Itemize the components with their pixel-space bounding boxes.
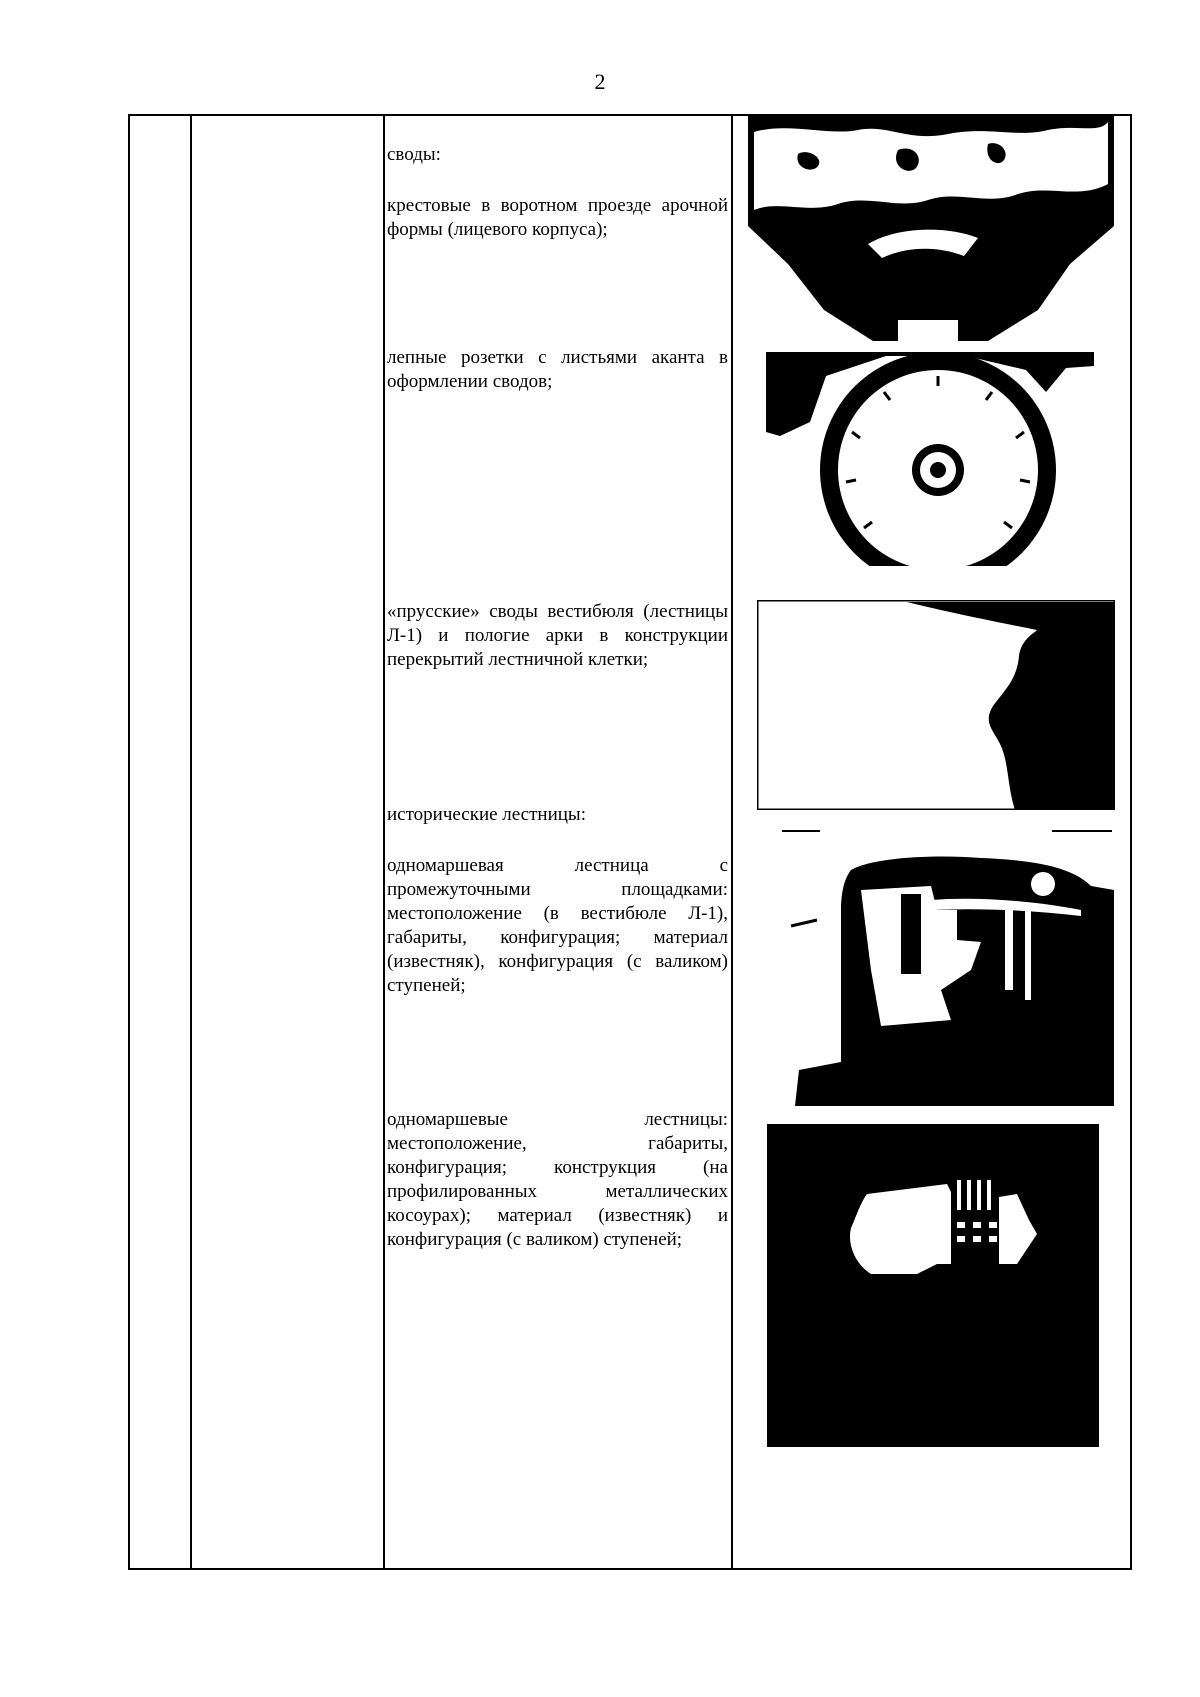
single-flight-staircases-photo xyxy=(767,1124,1099,1447)
entry-historic-stairs-heading: исторические лестницы: xyxy=(387,804,586,825)
entry-prussian-vaults: «прусские» своды вестибюля (лестницы Л-1) и пологие арки в конструкции перекрытий лестничной клетки; xyxy=(387,601,728,670)
entry-single-flight-stairs: одномаршевые лестницы: местоположение, габариты, конфигурация; конструкция (на профилированных металлических косоурах); материал (известняк) и конфигурация (с валиком) ступеней; xyxy=(387,1109,728,1250)
photo-divider-right xyxy=(1052,830,1112,832)
column-divider-2 xyxy=(383,114,385,1570)
cross-vault-photo xyxy=(748,114,1114,341)
column-divider-1 xyxy=(190,114,192,1570)
entry-acanthus-rosettes: лепные розетки с листьями аканта в оформлении сводов; xyxy=(387,347,728,392)
column-divider-3 xyxy=(731,114,733,1570)
page-number: 2 xyxy=(594,69,606,94)
prussian-vault-photo xyxy=(757,600,1115,810)
entry-vaults-heading: своды: xyxy=(387,144,441,165)
entry-single-flight-stair: одномаршевая лестница с промежуточными площадками: местоположение (в вестибюле Л-1), габариты, конфигурация; материал (известняк), конфигурация (с валиком) ступеней; xyxy=(387,855,728,996)
photo-divider-left xyxy=(782,830,820,832)
acanthus-rosette-photo xyxy=(766,352,1094,566)
entry-cross-vaults: крестовые в воротном проезде арочной формы (лицевого корпуса); xyxy=(387,195,728,240)
single-flight-staircase-photo xyxy=(781,850,1114,1106)
